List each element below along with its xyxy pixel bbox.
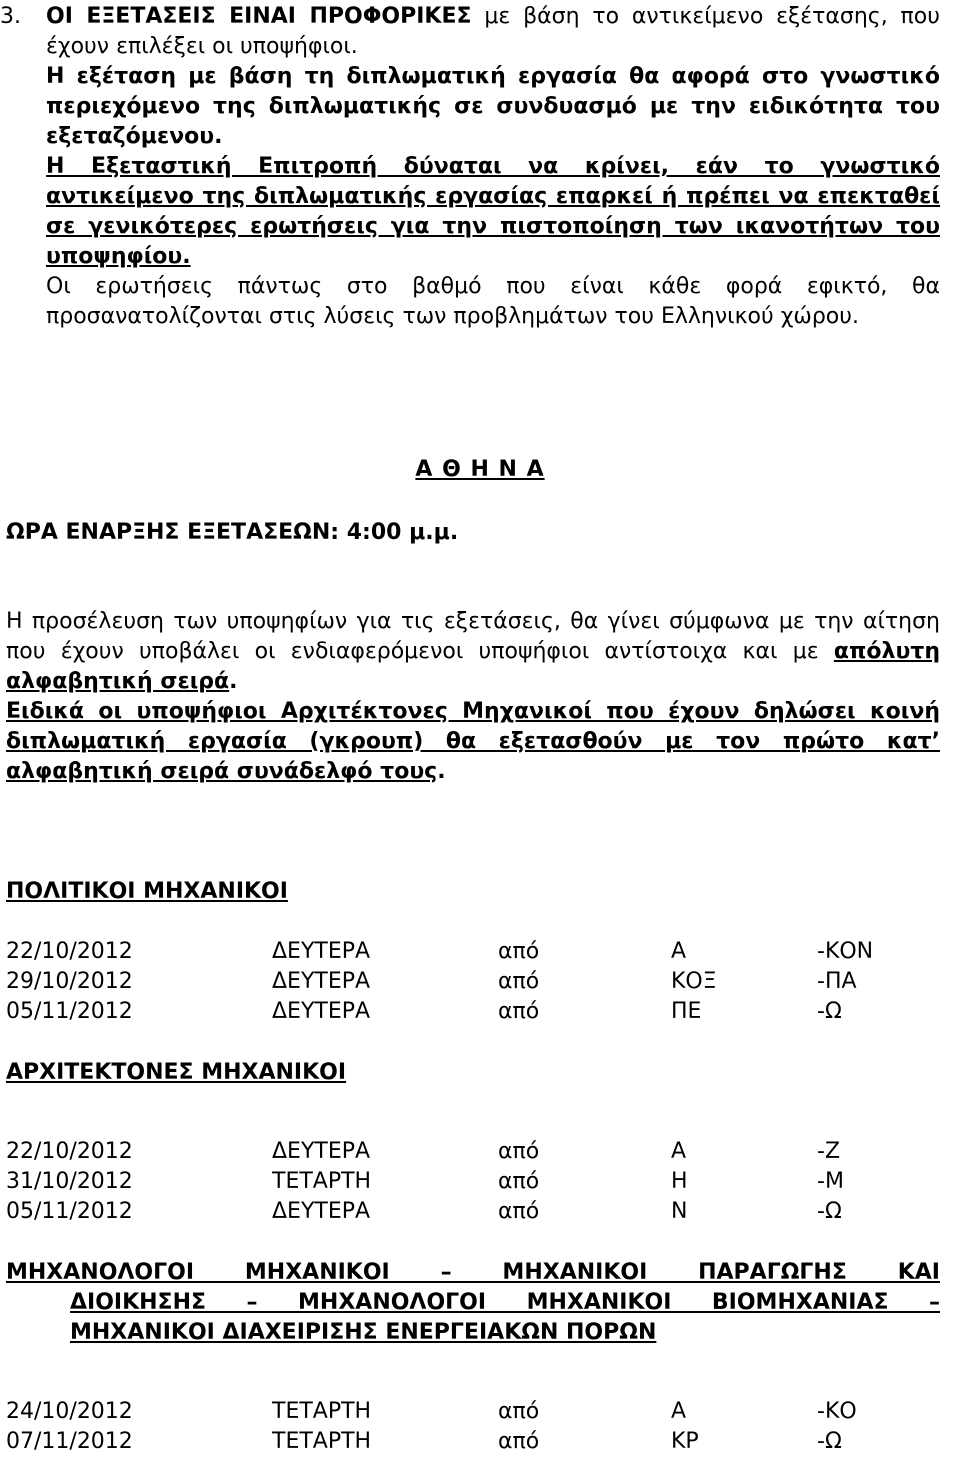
item-3-heading-rest: με βάση το αντικείμενο εξέτασης, που έχουν επιλέξει οι υποψήφιοι.	[46, 4, 940, 59]
row-from: από	[498, 1429, 540, 1454]
row-start-letter: Ν	[671, 1199, 688, 1224]
row-from: από	[498, 969, 540, 994]
section-title-mechanical-line-1: ΜΗΧΑΝΟΛΟΓΟΙ ΜΗΧΑΝΙΚΟΙ – ΜΗΧΑΝΙΚΟΙ ΠΑΡΑΓΩΓΗΣ ΚΑΙ	[6, 1260, 940, 1285]
row-date: 29/10/2012	[6, 969, 133, 994]
row-day: ΔΕΥΤΕΡΑ	[272, 999, 371, 1024]
exam-start-time: ΩΡΑ ΕΝΑΡΞΗΣ ΕΞΕΤΑΣΕΩΝ: 4:00 μ.μ.	[6, 520, 459, 545]
section-title-mechanical	[6, 1258, 940, 1348]
table-row	[6, 1427, 937, 1457]
row-start-letter: Α	[671, 939, 687, 964]
architects-special-text: Ειδικά οι υποψήφιοι Αρχιτέκτονες Μηχανικοί που έχουν δηλώσει κοινή διπλωματική εργασία (γκρουπ) θα εξετασθούν με τον πρώτο κατ’ αλφαβητική σειρά συνάδελφό τους	[6, 699, 940, 784]
table-row	[6, 1397, 937, 1427]
row-day: ΔΕΥΤΕΡΑ	[272, 1139, 371, 1164]
row-end-letter: -Ζ	[817, 1139, 841, 1164]
row-day: ΔΕΥΤΕΡΑ	[272, 1199, 371, 1224]
row-start-letter: ΚΟΞ	[671, 969, 717, 994]
item-3-heading	[46, 2, 940, 62]
table-row	[6, 997, 937, 1027]
row-day: ΔΕΥΤΕΡΑ	[272, 969, 371, 994]
row-start-letter: ΠΕ	[671, 999, 702, 1024]
item-number: 3.	[0, 4, 21, 29]
section-title-civil: ΠΟΛΙΤΙΚΟΙ ΜΗΧΑΝΙΚΟΙ	[6, 879, 288, 904]
architects-special-note	[6, 697, 940, 787]
row-start-letter: ΚΡ	[671, 1429, 699, 1454]
row-date: 22/10/2012	[6, 1139, 133, 1164]
table-row	[6, 967, 937, 997]
row-start-letter: Η	[671, 1169, 688, 1194]
row-start-letter: Α	[671, 1399, 687, 1424]
row-day: ΤΕΤΑΡΤΗ	[272, 1429, 372, 1454]
item-3-content	[46, 2, 940, 332]
table-row	[6, 1167, 937, 1197]
row-date: 22/10/2012	[6, 939, 133, 964]
schedule-table-civil	[6, 937, 937, 1027]
row-date: 24/10/2012	[6, 1399, 133, 1424]
section-title-architects: ΑΡΧΙΤΕΚΤΟΝΕΣ ΜΗΧΑΝΙΚΟΙ	[6, 1060, 347, 1085]
row-date: 05/11/2012	[6, 1199, 133, 1224]
section-title-mechanical-line-2: ΔΙΟΙΚΗΣΗΣ – ΜΗΧΑΝΟΛΟΓΟΙ ΜΗΧΑΝΙΚΟΙ ΒΙΟΜΗΧΑΝΙΑΣ –	[70, 1290, 940, 1315]
row-from: από	[498, 1399, 540, 1424]
row-end-letter: -Ω	[817, 1199, 842, 1224]
arrival-paragraph	[6, 607, 940, 697]
architects-special-period: .	[437, 759, 446, 784]
arrival-period: .	[229, 669, 238, 694]
item-3-para-committee: Η Εξεταστική Επιτροπή δύναται να κρίνει, εάν το γνωστικό αντικείμενο της διπλωματικής εργασίας επαρκεί ή πρέπει να επεκταθεί σε γενικότερες ερωτήσεις για την πιστοποίηση των ικανοτήτων του υποψηφίου.	[46, 154, 940, 269]
schedule-table-architects	[6, 1137, 937, 1227]
row-end-letter: -ΚΟΝ	[817, 939, 874, 964]
row-date: 07/11/2012	[6, 1429, 133, 1454]
arrival-emphasis: απόλυτη αλφαβητική σειρά	[6, 639, 941, 694]
row-end-letter: -Ω	[817, 1429, 842, 1454]
table-row	[6, 1137, 937, 1167]
row-day: ΤΕΤΑΡΤΗ	[272, 1399, 372, 1424]
item-3-heading-bold: ΟΙ ΕΞΕΤΑΣΕΙΣ ΕΙΝΑΙ ΠΡΟΦΟΡΙΚΕΣ	[46, 4, 472, 29]
row-end-letter: -Μ	[817, 1169, 844, 1194]
row-start-letter: Α	[671, 1139, 687, 1164]
row-day: ΤΕΤΑΡΤΗ	[272, 1169, 372, 1194]
row-end-letter: -ΚΟ	[817, 1399, 857, 1424]
row-from: από	[498, 999, 540, 1024]
row-date: 05/11/2012	[6, 999, 133, 1024]
row-from: από	[498, 1139, 540, 1164]
arrival-text: Η προσέλευση των υποψηφίων για τις εξετάσεις, θα γίνει σύμφωνα με την αίτηση που έχουν υποβάλει οι ενδιαφερόμενοι υποψήφιοι αντίστοιχα και με	[6, 609, 940, 664]
table-row	[6, 1197, 937, 1227]
section-title-mechanical-line-3: ΜΗΧΑΝΙΚΟΙ ΔΙΑΧΕΙΡΙΣΗΣ ΕΝΕΡΓΕΙΑΚΩΝ ΠΟΡΩΝ	[70, 1320, 657, 1345]
city-heading: Α Θ Η Ν Α	[415, 457, 545, 482]
row-from: από	[498, 1199, 540, 1224]
row-from: από	[498, 939, 540, 964]
row-end-letter: -Ω	[817, 999, 842, 1024]
item-3-para-thesis: Η εξέταση με βάση τη διπλωματική εργασία θα αφορά στο γνωστικό περιεχόμενο της διπλωματικής σε συνδυασμό με την ειδικότητα του εξεταζόμενου.	[46, 64, 940, 149]
item-3	[0, 2, 940, 332]
schedule-table-mechanical	[6, 1397, 937, 1457]
row-date: 31/10/2012	[6, 1169, 133, 1194]
row-end-letter: -ΠΑ	[817, 969, 857, 994]
row-day: ΔΕΥΤΕΡΑ	[272, 939, 371, 964]
table-row	[6, 937, 937, 967]
row-from: από	[498, 1169, 540, 1194]
arrival-notice	[6, 607, 940, 787]
item-3-para-questions: Οι ερωτήσεις πάντως στο βαθμό που είναι κάθε φορά εφικτό, θα προσανατολίζονται στις λύσεις των προβλημάτων του Ελληνικού χώρου.	[46, 274, 940, 329]
